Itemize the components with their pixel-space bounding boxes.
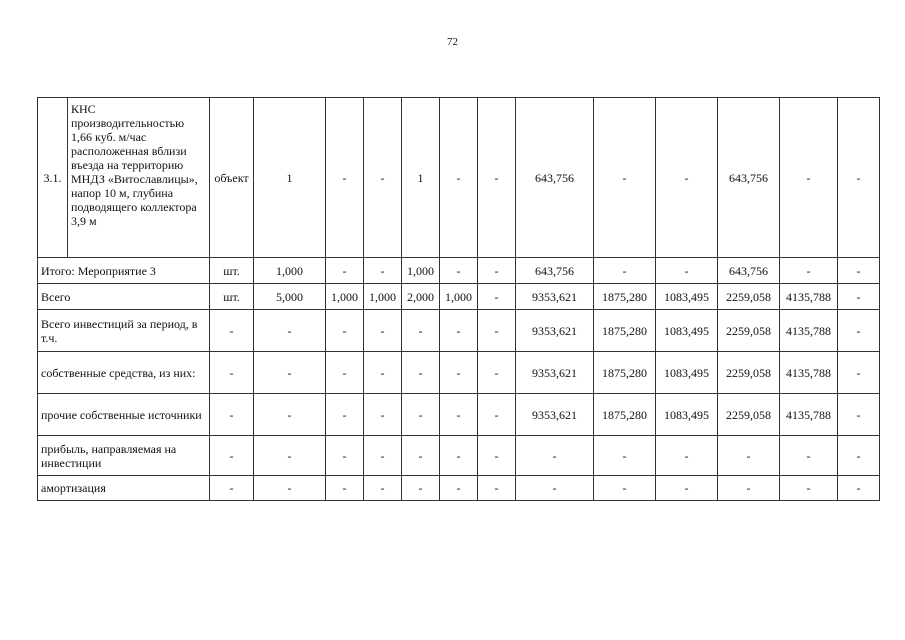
row-value: - <box>326 310 364 352</box>
row-value: - <box>838 310 880 352</box>
row-value: - <box>516 476 594 501</box>
row-value: 2259,058 <box>718 352 780 394</box>
row-value: - <box>326 352 364 394</box>
row-unit: - <box>210 352 254 394</box>
table-row <box>38 284 880 310</box>
row-value: - <box>656 98 718 258</box>
row-unit: - <box>210 394 254 436</box>
row-name: Всего инвестиций за период, в т.ч. <box>38 310 210 352</box>
row-value: - <box>838 476 880 501</box>
row-value: 9353,621 <box>516 352 594 394</box>
row-value: - <box>656 476 718 501</box>
row-value: - <box>656 258 718 284</box>
row-value: - <box>838 258 880 284</box>
row-name: Итого: Мероприятие 3 <box>38 258 210 284</box>
row-value: - <box>364 310 402 352</box>
row-unit: объект <box>210 98 254 258</box>
row-value: - <box>440 394 478 436</box>
row-value: - <box>364 98 402 258</box>
row-value: - <box>402 310 440 352</box>
row-value: - <box>402 436 440 476</box>
row-value: - <box>594 98 656 258</box>
row-value: - <box>402 352 440 394</box>
row-value: - <box>780 476 838 501</box>
row-value: 2259,058 <box>718 394 780 436</box>
row-name: КНС производительностью 1,66 куб. м/час расположенная вблизи въезда на территорию МНДЗ «Витославлицы», напор 10 м, глубина подводящего коллектора 3,9 м <box>68 98 210 258</box>
investment-table <box>37 97 880 501</box>
row-value: 1083,495 <box>656 352 718 394</box>
row-value: - <box>326 98 364 258</box>
row-value: 643,756 <box>718 98 780 258</box>
row-value: - <box>478 394 516 436</box>
row-value: 1875,280 <box>594 352 656 394</box>
row-unit: - <box>210 436 254 476</box>
row-value: - <box>254 310 326 352</box>
row-value: - <box>516 436 594 476</box>
row-value: - <box>440 258 478 284</box>
row-unit: шт. <box>210 258 254 284</box>
row-value: - <box>478 436 516 476</box>
row-value: 2,000 <box>402 284 440 310</box>
row-value: - <box>440 310 478 352</box>
table-row <box>38 310 880 352</box>
row-value: - <box>718 476 780 501</box>
row-value: 1 <box>254 98 326 258</box>
row-value: - <box>478 284 516 310</box>
row-value: - <box>478 310 516 352</box>
row-name: прибыль, направляемая на инвестиции <box>38 436 210 476</box>
row-value: 5,000 <box>254 284 326 310</box>
row-value: 1 <box>402 98 440 258</box>
row-value: 2259,058 <box>718 310 780 352</box>
row-value: 1,000 <box>440 284 478 310</box>
row-unit: - <box>210 310 254 352</box>
row-value: - <box>838 98 880 258</box>
row-value: 1083,495 <box>656 310 718 352</box>
row-value: 1083,495 <box>656 394 718 436</box>
row-value: - <box>594 436 656 476</box>
row-value: - <box>326 258 364 284</box>
table-row <box>38 258 880 284</box>
row-name: Всего <box>38 284 210 310</box>
row-value: 9353,621 <box>516 394 594 436</box>
row-unit: шт. <box>210 284 254 310</box>
row-value: - <box>254 352 326 394</box>
table-row <box>38 352 880 394</box>
row-value: - <box>364 394 402 436</box>
table-row <box>38 476 880 501</box>
row-value: - <box>780 258 838 284</box>
row-value: - <box>326 476 364 501</box>
row-value: - <box>254 436 326 476</box>
row-value: 1875,280 <box>594 284 656 310</box>
row-value: 9353,621 <box>516 284 594 310</box>
row-value: - <box>656 436 718 476</box>
row-value: 1875,280 <box>594 394 656 436</box>
row-value: - <box>364 436 402 476</box>
row-value: - <box>402 476 440 501</box>
row-value: - <box>838 394 880 436</box>
row-value: - <box>780 98 838 258</box>
row-value: - <box>440 352 478 394</box>
row-value: 4135,788 <box>780 352 838 394</box>
row-value: - <box>594 258 656 284</box>
row-value: - <box>478 98 516 258</box>
row-value: - <box>718 436 780 476</box>
row-value: 2259,058 <box>718 284 780 310</box>
row-value: - <box>838 436 880 476</box>
page-number: 72 <box>447 36 458 48</box>
row-value: - <box>838 284 880 310</box>
row-value: - <box>780 436 838 476</box>
row-value: - <box>364 258 402 284</box>
row-value: - <box>838 352 880 394</box>
row-number: 3.1. <box>38 98 68 258</box>
table-row <box>38 436 880 476</box>
row-value: - <box>326 436 364 476</box>
row-value: 1,000 <box>402 258 440 284</box>
row-value: - <box>254 394 326 436</box>
row-value: 1875,280 <box>594 310 656 352</box>
row-value: - <box>478 258 516 284</box>
row-name: амортизация <box>38 476 210 501</box>
table-row <box>38 394 880 436</box>
table-row <box>38 98 880 258</box>
row-value: 643,756 <box>516 258 594 284</box>
row-value: - <box>478 476 516 501</box>
row-name: собственные средства, из них: <box>38 352 210 394</box>
row-value: 643,756 <box>718 258 780 284</box>
row-value: 643,756 <box>516 98 594 258</box>
row-value: - <box>364 476 402 501</box>
row-name: прочие собственные источники <box>38 394 210 436</box>
row-value: - <box>254 476 326 501</box>
row-value: - <box>440 436 478 476</box>
row-value: 4135,788 <box>780 394 838 436</box>
row-value: 1083,495 <box>656 284 718 310</box>
row-value: 1,000 <box>364 284 402 310</box>
row-unit: - <box>210 476 254 501</box>
row-value: - <box>440 476 478 501</box>
row-value: 9353,621 <box>516 310 594 352</box>
row-value: - <box>326 394 364 436</box>
row-value: - <box>594 476 656 501</box>
row-value: - <box>478 352 516 394</box>
row-value: 4135,788 <box>780 310 838 352</box>
row-value: - <box>440 98 478 258</box>
row-value: - <box>364 352 402 394</box>
row-value: 1,000 <box>254 258 326 284</box>
row-value: 1,000 <box>326 284 364 310</box>
row-value: - <box>402 394 440 436</box>
row-value: 4135,788 <box>780 284 838 310</box>
